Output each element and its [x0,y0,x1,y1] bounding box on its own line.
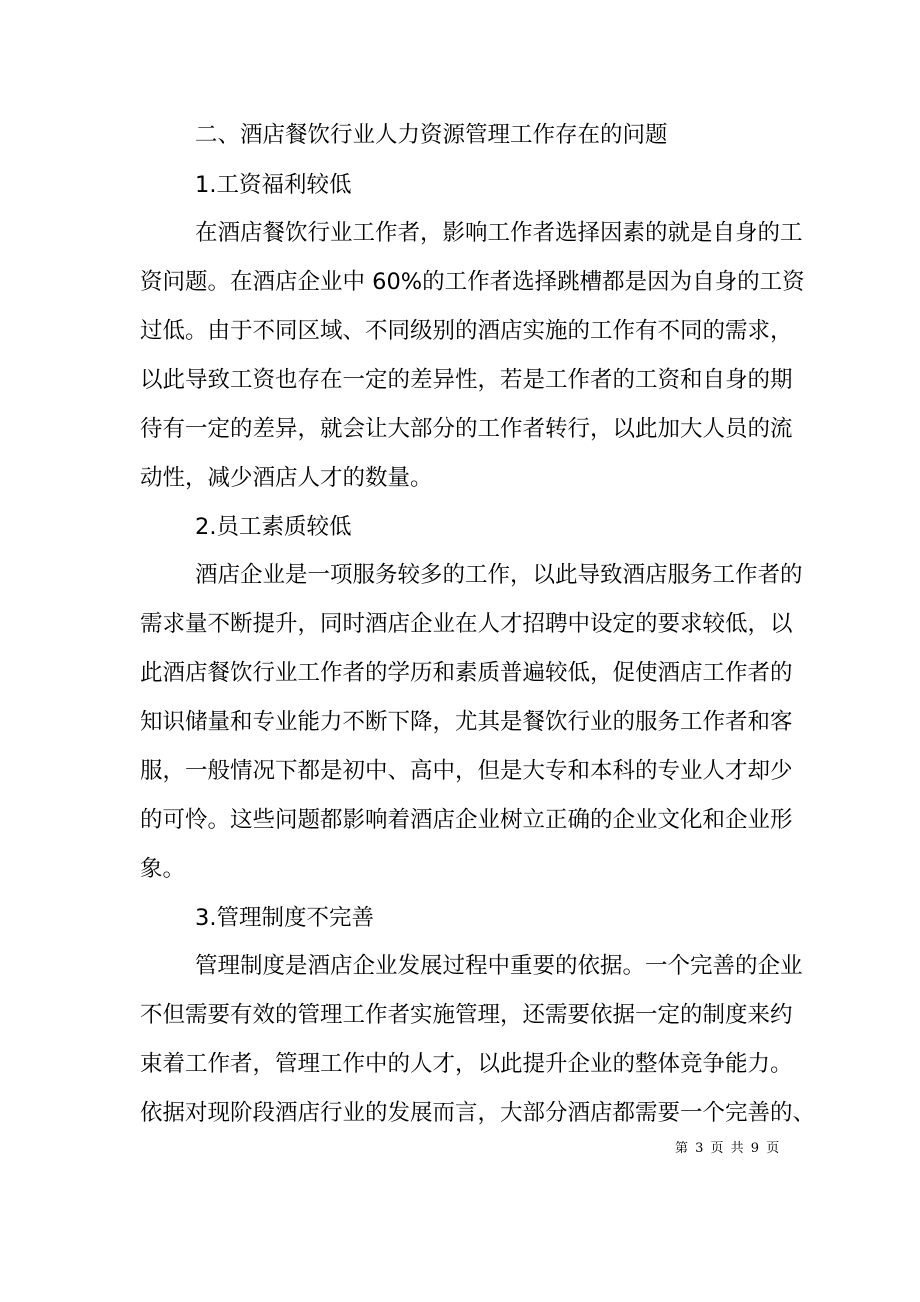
paragraph-line: 象。 [140,856,186,882]
paragraph-line: 此酒店餐饮行业工作者的学历和素质普遍较低，促使酒店工作者的 [140,660,793,686]
paragraph-line: 在酒店餐饮行业工作者，影响工作者选择因素的就是自身的工 [195,220,803,246]
paragraph-line: 需求量不断提升，同时酒店企业在人才招聘中设定的要求较低，以 [140,611,793,637]
paragraph-line: 资问题。在酒店企业中 60%的工作者选择跳槽都是因为自身的工资 [140,269,805,295]
paragraph-line: 待有一定的差异，就会让大部分的工作者转行，以此加大人员的流 [140,416,793,442]
section-heading: 二、酒店餐饮行业人力资源管理工作存在的问题 [195,122,668,148]
paragraph-line: 动性，减少酒店人才的数量。 [140,465,433,491]
paragraph-line: 管理制度是酒店企业发展过程中重要的依据。一个完善的企业 [195,953,803,979]
paragraph-line: 依据对现阶段酒店行业的发展而言，大部分酒店都需要一个完善的、 [140,1100,816,1126]
paragraph-line: 不但需要有效的管理工作者实施管理，还需要依据一定的制度来约 [140,1002,793,1028]
paragraph-line: 过低。由于不同区域、不同级别的酒店实施的工作有不同的需求， [140,318,793,344]
paragraph-line: 束着工作者，管理工作中的人才，以此提升企业的整体竞争能力。 [140,1051,793,1077]
paragraph-line: 酒店企业是一项服务较多的工作，以此导致酒店服务工作者的 [195,562,803,588]
subsection-heading-2: 2.员工素质较低 [195,514,352,540]
paragraph-line: 以此导致工资也存在一定的差异性，若是工作者的工资和自身的期 [140,367,793,393]
paragraph-line: 服，一般情况下都是初中、高中，但是大专和本科的专业人才却少 [140,758,793,784]
subsection-heading-3: 3.管理制度不完善 [195,905,374,931]
paragraph-line: 的可怜。这些问题都影响着酒店企业树立正确的企业文化和企业形 [140,807,793,833]
paragraph-line: 知识储量和专业能力不断下降，尤其是餐饮行业的服务工作者和客 [140,709,793,735]
page-number-footer: 第 3 页 共 9 页 [675,1141,780,1156]
subsection-heading-1: 1.工资福利较低 [195,172,352,198]
